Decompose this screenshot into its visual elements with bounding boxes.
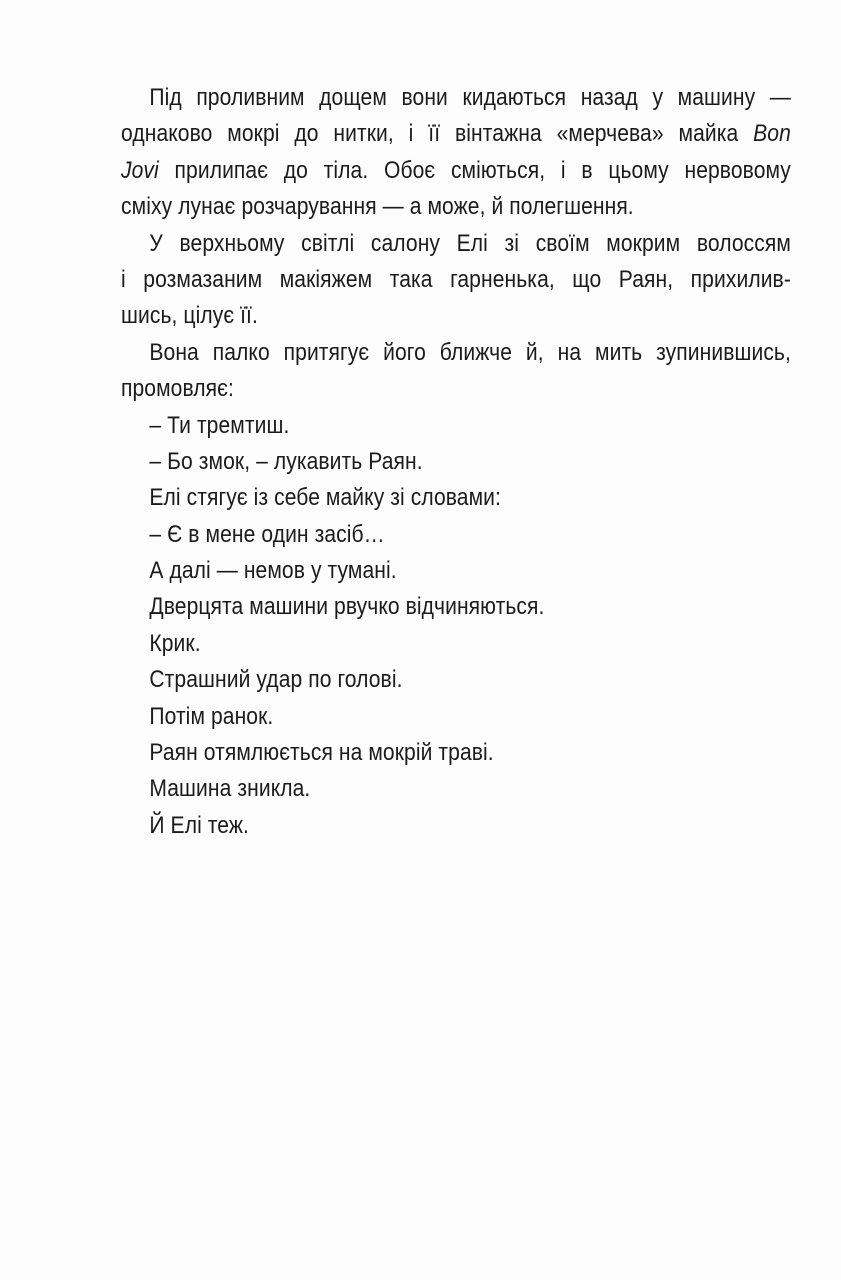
text-line: Крик. — [149, 629, 201, 657]
text-line: Елі стягує із себе майку зі словами: — [149, 484, 501, 512]
italic-text: Bon — [753, 120, 791, 148]
text-line: Машина зникла. — [149, 775, 311, 803]
body-text — [121, 80, 791, 844]
text-line — [121, 153, 791, 189]
text-line: шись, цілує її. — [121, 302, 258, 330]
text-line: і розмазаним макіяжем така гарненька, що Раян, прихилив- — [121, 265, 791, 293]
dialogue-line: – Бо змок, – лукавить Раян. — [149, 447, 423, 475]
text-line: Потім ранок. — [149, 702, 274, 730]
dialogue-line: – Є в мене один засіб… — [149, 520, 385, 548]
text-line: Дверцята машини рвучко відчиняються. — [149, 593, 545, 621]
text-line: сміху лунає розчарування — а може, й полегшення. — [121, 193, 634, 221]
text-line: У верхньому світлі салону Елі зі своїм мокрим волоссям — [149, 229, 791, 257]
text-line: А далі — немов у тумані. — [149, 557, 397, 585]
text-fragment: прилипає до тіла. Обоє сміються, і в цьому нервовому — [174, 156, 791, 184]
italic-text: Jovi — [121, 156, 159, 184]
text-line: Під проливним дощем вони кидаються назад у машину — — [149, 84, 791, 111]
text-line: Раян отямлюється на мокрій траві. — [149, 739, 494, 767]
text-line: Й Елі теж. — [149, 811, 249, 839]
text-line: Страшний удар по голові. — [149, 666, 403, 694]
text-line: промовляє: — [121, 375, 234, 403]
text-line: Вона палко притягує його ближче й, на мить зупинившись, — [149, 338, 791, 366]
text-line — [121, 116, 791, 152]
text-fragment: однаково мокрі до нитки, і її вінтажна «мерчева» майка — [121, 120, 739, 148]
dialogue-line: – Ти тремтиш. — [149, 411, 290, 439]
